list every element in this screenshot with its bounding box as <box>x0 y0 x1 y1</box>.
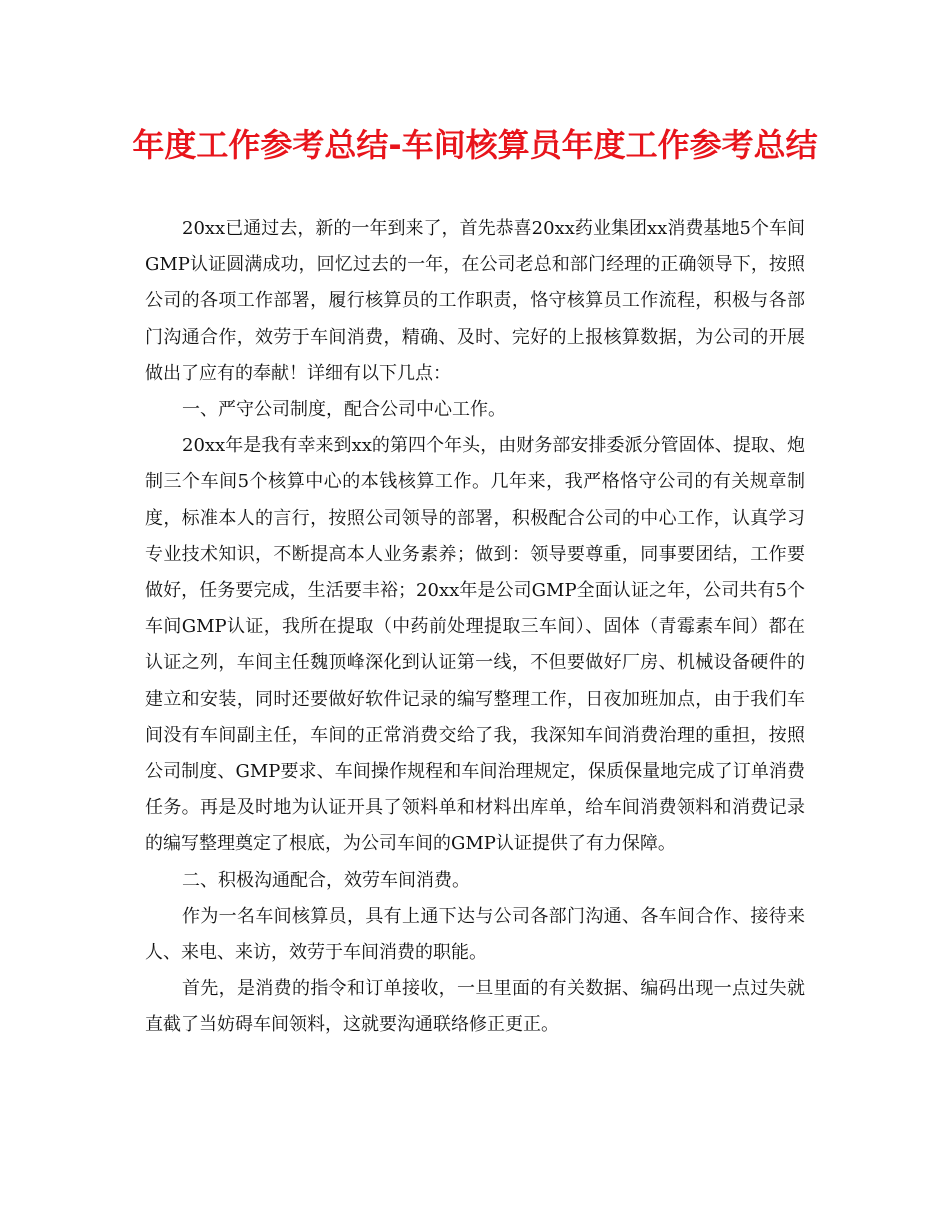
section-heading-1: 一、严守公司制度，配合公司中心工作。 <box>182 399 506 421</box>
document-title: 年度工作参考总结-车间核算员年度工作参考总结 <box>132 126 818 164</box>
paragraph-section-2a: 作为一名车间核算员，具有上通下达与公司各部门沟通、各车间合作、接待来人、来电、来访，效劳于车间消费的职能。 <box>145 905 805 964</box>
document-body <box>145 211 805 1044</box>
section-heading-2: 二、积极沟通配合，效劳车间消费。 <box>182 869 470 891</box>
paragraph-section-2b: 首先，是消费的指令和订单接收，一旦里面的有关数据、编码出现一点过失就直截了当妨碍车间领料，这就要沟通联络修正更正。 <box>145 978 805 1036</box>
paragraph-section-1: 20xx年是我有幸来到xx的第四个年头，由财务部安排委派分管固体、提取、炮制三个车间5个核算中心的本钱核算工作。几年来，我严格恪守公司的有关规章制度，标准本人的言行，按照公司领导的部署，积极配合公司的中心工作，认真学习专业技术知识，不断提高本人业务素养；做到：领导要尊重，同事要团结，工作要做好，任务要完成，生活要丰裕；20xx年是公司GMP全面认证之年，公司共有5个车间GMP认证，我所在提取（中药前处理提取三车间）、固体（青霉素车间）都在认证之列，车间主任魏顶峰深化到认证第一线，不但要做好厂房、机械设备硬件的建立和安装，同时还要做好软件记录的编写整理工作，日夜加班加点，由于我们车间没有车间副主任，车间的正常消费交给了我，我深知车间消费治理的重担，按照公司制度、GMP要求、车间操作规程和车间治理规定，保质保量地完成了订单消费任务。再是及时地为认证开具了领料单和材料出库单，给车间消费领料和消费记录的编写整理奠定了根底，为公司车间的GMP认证提供了有力保障。 <box>145 435 805 855</box>
paragraph-intro: 20xx已通过去，新的一年到来了，首先恭喜20xx药业集团xx消费基地5个车间GMP认证圆满成功，回忆过去的一年，在公司老总和部门经理的正确领导下，按照公司的各项工作部署，履行核算员的工作职责，恪守核算员工作流程，积极与各部门沟通合作，效劳于车间消费，精确、及时、完好的上报核算数据，为公司的开展做出了应有的奉献！详细有以下几点： <box>145 218 805 384</box>
